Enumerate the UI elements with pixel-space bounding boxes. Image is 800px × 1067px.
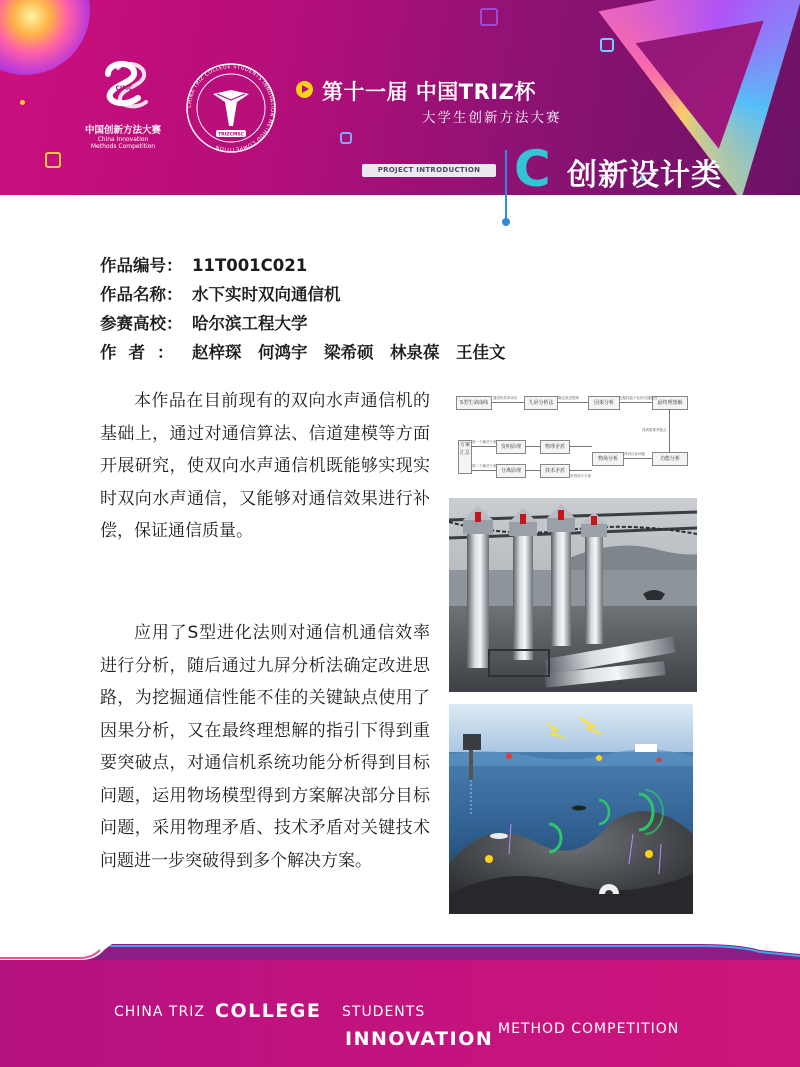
flow-node-separate: 分离原理 bbox=[496, 464, 526, 478]
sub-title: 大学生创新方法大赛 bbox=[422, 110, 562, 126]
accent-line-dot bbox=[502, 218, 510, 226]
footer-stripe bbox=[0, 942, 800, 962]
flow-node-nine-screen: 九屏分析法 bbox=[524, 396, 558, 410]
cimc-logo bbox=[78, 58, 168, 150]
decorative-square bbox=[340, 132, 352, 144]
project-code-label: 作品编号： bbox=[100, 256, 183, 275]
project-name-value: 水下实时双向通信机 bbox=[192, 285, 341, 304]
category-letter: C bbox=[514, 140, 551, 195]
project-name-row bbox=[100, 281, 506, 310]
flow-edge bbox=[525, 446, 540, 447]
flow-node-s-curve: S型生命曲线 bbox=[456, 396, 492, 410]
description-paragraph-1 bbox=[100, 385, 430, 548]
flow-node-cause: 因果分析 bbox=[588, 396, 620, 410]
flow-edge bbox=[557, 402, 588, 403]
main-title: 第十一届 中国TRIZ杯 bbox=[322, 80, 536, 104]
device-column bbox=[547, 504, 575, 646]
school-value: 哈尔滨工程大学 bbox=[192, 314, 308, 333]
flow-edge bbox=[471, 446, 496, 447]
flow-edge bbox=[619, 402, 652, 403]
flow-edge bbox=[491, 402, 524, 403]
footer-china-triz: CHINA TRIZ bbox=[114, 1004, 205, 1020]
project-introduction-tag: PROJECT INTRODUCTION bbox=[362, 164, 496, 177]
decorative-square bbox=[600, 38, 614, 52]
project-name-label: 作品名称： bbox=[100, 285, 183, 304]
header-banner bbox=[0, 0, 800, 195]
underwater-network-illustration bbox=[449, 704, 693, 914]
project-code-row bbox=[100, 252, 506, 281]
flow-node-substance: 物场分析 bbox=[592, 452, 624, 466]
project-info bbox=[100, 252, 506, 368]
flow-edge-label-4: 得到重要突破点 bbox=[642, 428, 667, 432]
underwater-communicator-devices-photo bbox=[449, 498, 697, 692]
flow-edge-label-1: 通信机效率评价 bbox=[493, 396, 518, 400]
flow-edge-label-8: 获得部分方案 bbox=[570, 474, 591, 478]
logo-left-text-en-2: Methods Competition bbox=[90, 143, 156, 150]
accent-vertical-line bbox=[505, 150, 507, 222]
paragraph-1-text: 本作品在目前现有的双向水声通信机的基础上，通过对通信算法、信道建模等方面开展研究，使双向水声通信机既能够实现实时双向水声通信，又能够对通信效果进行补偿，保证通信质量。 bbox=[100, 391, 430, 541]
cimc-logo-mark-icon bbox=[94, 58, 154, 116]
flow-edge bbox=[525, 470, 540, 471]
svg-text:CHINA TRIZ COLLEGE STUDENTS IN: CHINA TRIZ COLLEGE STUDENTS INNOVATION METHOD COMPETITION bbox=[186, 63, 276, 153]
authors-row bbox=[100, 339, 506, 368]
flow-edge-label-3: 挖掘性能不佳的关键缺点 bbox=[619, 396, 658, 400]
school-label: 参赛高校： bbox=[100, 314, 183, 333]
decorative-orb bbox=[0, 0, 90, 75]
flow-edge-label-2: 确定改进思路 bbox=[558, 396, 579, 400]
flow-edge bbox=[623, 458, 652, 459]
paragraph-2-text: 应用了S型进化法则对通信机通信效率进行分析，随后通过九屏分析法确定改进思路，为挖掘通信性能不佳的关键缺点使用了因果分析，又在最终理想解的指引下得到重要突破点，对通信机系统功能分析得到目标问题，运用物场模型得到方案解决部分目标问题，采用物理矛盾、技术矛盾对关键技术问题进一步突破得到多个解决方案。 bbox=[100, 623, 430, 871]
flow-edge-label-6: 第二个解决方案 bbox=[472, 464, 497, 468]
triz-competition-logo bbox=[183, 60, 279, 156]
footer-students: STUDENTS bbox=[342, 1004, 426, 1020]
flow-node-technical: 技术矛盾 bbox=[540, 464, 570, 478]
decorative-dot bbox=[20, 100, 25, 105]
logo-left-text: 中国创新方法大赛 bbox=[84, 125, 161, 136]
flow-edge-label-5: 第一个解决方案 bbox=[472, 440, 497, 444]
flow-node-ideal: 最终理想解 bbox=[652, 396, 688, 410]
svg-text:CIMC: CIMC bbox=[115, 85, 133, 92]
flow-node-physical: 物理矛盾 bbox=[540, 440, 570, 454]
authors-label: 作者： bbox=[100, 343, 186, 362]
project-code-value: 11T001C021 bbox=[192, 256, 308, 275]
footer-banner bbox=[0, 960, 800, 1067]
flow-edge bbox=[471, 470, 496, 471]
footer-method-competition: METHOD COMPETITION bbox=[498, 1021, 680, 1037]
flow-edge bbox=[569, 446, 592, 447]
footer-college: COLLEGE bbox=[215, 1000, 322, 1022]
flow-edge bbox=[669, 409, 670, 452]
device-column bbox=[463, 506, 493, 668]
flow-node-invent: 发明原理 bbox=[496, 440, 526, 454]
school-row bbox=[100, 310, 506, 339]
logo-left-text-en-1: China Innovation bbox=[97, 136, 149, 143]
decorative-square bbox=[45, 152, 61, 168]
svg-text:TRIZCMSC: TRIZCMSC bbox=[218, 132, 244, 138]
flow-node-summary: 方案汇总 bbox=[458, 440, 472, 474]
decorative-square bbox=[480, 8, 498, 26]
play-icon bbox=[296, 81, 313, 98]
category-name: 创新设计类 bbox=[567, 158, 722, 193]
flow-edge-label-7: 得到目标问题 bbox=[624, 452, 645, 456]
device-column bbox=[509, 508, 537, 660]
triz-method-flowchart bbox=[452, 388, 706, 480]
footer-innovation: INNOVATION bbox=[345, 1028, 494, 1050]
flow-node-function: 功能分析 bbox=[652, 452, 688, 466]
authors-value: 赵梓琛 何鸿宇 梁希硕 林泉葆 王佳文 bbox=[192, 343, 506, 362]
description-paragraph-2 bbox=[100, 617, 430, 877]
flow-edge bbox=[569, 470, 592, 471]
